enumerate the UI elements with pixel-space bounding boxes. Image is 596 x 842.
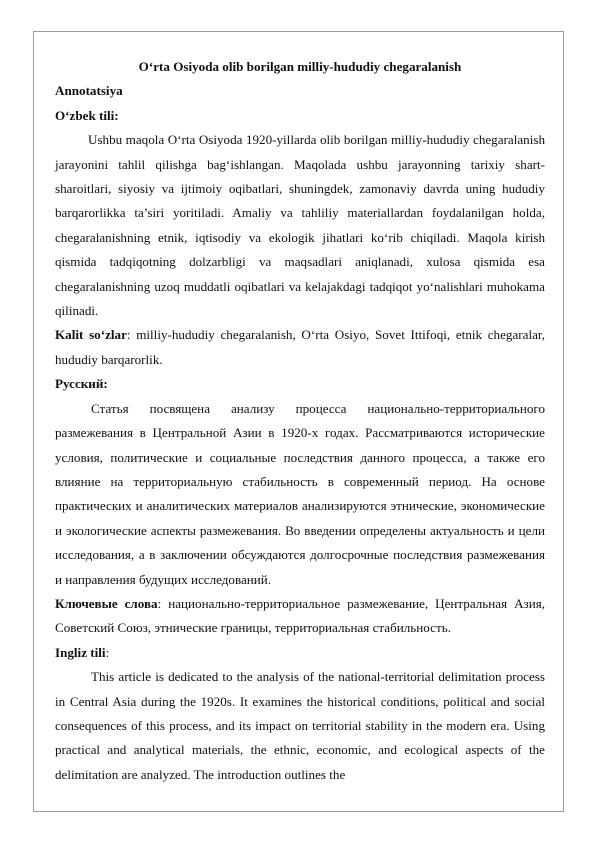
russian-abstract: Статья посвящена анализу процесса национально-территориального размежевания в Центральной Азии в 1920-х годах. Рассматриваются исторические условия, политические и социальные последствия данного процесса, а также его влияние на территориальную стабильность в современный период. На основе практических и аналитических материалов анализируются этнические, экономические и экологические аспекты размежевания. Во введении определены актуальность и цели исследования, а в заключении обсуждаются долгосрочные последствия размежевания и направления будущих исследований. bbox=[55, 400, 545, 587]
english-abstract: This article is dedicated to the analysis of the national-territorial delimitation process in Central Asia during the 1920s. It examines the historical conditions, political and social consequences of this process, and its impact on territorial stability in the modern era. Using practical and analytical materials, the ethnic, economic, and ecological aspects of the delimitation are analyzed. The introduction outlines the bbox=[55, 669, 545, 782]
annotation-heading: Annotatsiya bbox=[55, 83, 123, 99]
russian-keywords bbox=[55, 592, 545, 641]
document-body bbox=[55, 55, 545, 787]
document-title: O‘rta Osiyoda olib borilgan milliy-hududiy chegaralanish bbox=[138, 59, 462, 74]
russian-keywords-label: Ключевые слова bbox=[55, 595, 158, 611]
uzbek-abstract: Ushbu maqola O‘rta Osiyoda 1920-yillarda olib borilgan milliy-hududiy chegaralanish jarayonini tahlil qilishga bag‘ishlangan. Maqolada ushbu jarayonning tarixiy shart-sharoitlari, siyosiy va ijtimoiy oqibatlari, shuningdek, zamonaviy davrda uning hududiy barqarorlikka ta’siri yoritiladi. Amaliy va tahliliy materiallardan foydalanilgan holda, chegaralanishning etnik, iqtisodiy va ekologik jihatlari ko‘rib chiqiladi. Maqola kirish qismida tadqiqotning dolzarbligi va maqsadlari aniqlanadi, xulosa qismida esa chegaralanishning uzoq muddatli oqibatlari va kelajakdagi tadqiqot yo‘nalishlari muhokama qilinadi. bbox=[55, 132, 545, 319]
english-heading-colon: : bbox=[105, 644, 110, 660]
russian-heading: Русский: bbox=[55, 376, 108, 392]
uzbek-keywords-label: Kalit so‘zlar bbox=[55, 327, 127, 343]
uzbek-heading: O‘zbek tili: bbox=[55, 107, 119, 123]
english-heading-label: Ingliz tili bbox=[55, 644, 106, 660]
uzbek-keywords bbox=[55, 323, 545, 372]
russian-keywords-text: : национально-территориальное размежевание, Центральная Азия, Советский Союз, этнические границы, территориальная стабильность. bbox=[55, 595, 546, 636]
english-heading bbox=[55, 641, 545, 665]
uzbek-keywords-text: : milliy-hududiy chegaralanish, O‘rta Osiyo, Sovet Ittifoqi, etnik chegaralar, hududiy barqarorlik. bbox=[55, 327, 546, 367]
